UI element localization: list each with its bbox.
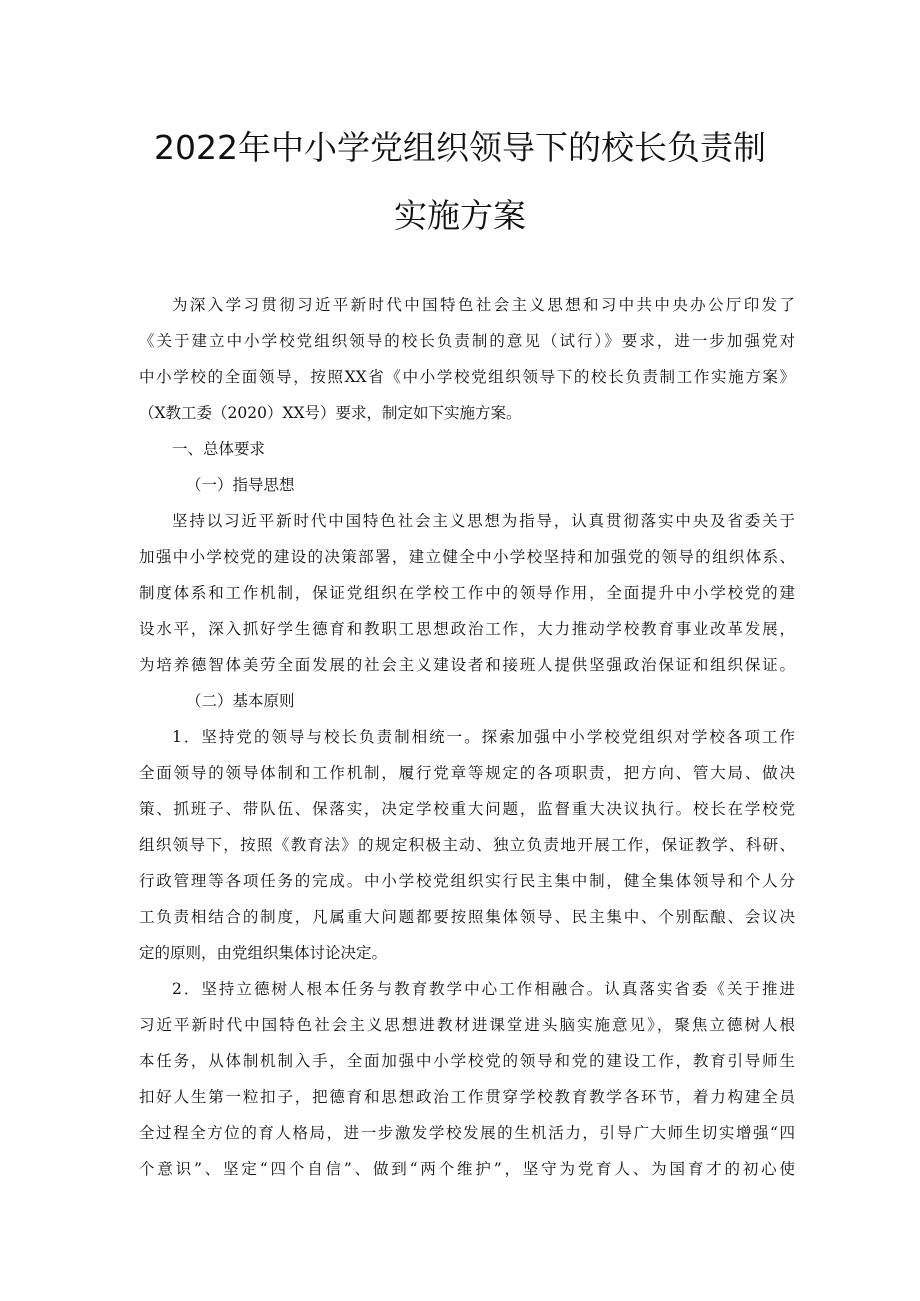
paragraph-line: 组织领导下，按照《教育法》的规定积极主动、独立负责地开展工作，保证教学、科研、 — [139, 836, 795, 854]
paragraph-line: 为培养德智体美劳全面发展的社会主义建设者和接班人提供坚强政治保证和组织保证。 — [139, 656, 795, 674]
paragraph-line: 为深入学习贯彻习近平新时代中国特色社会主义思想和习中共中央办公厅印发了 — [172, 296, 795, 314]
paragraph-line: 加强中小学校党的建设的决策部署，建立健全中小学校坚持和加强党的领导的组织体系、 — [139, 548, 795, 566]
paragraph-line: 行政管理等各项任务的完成。中小学校党组织实行民主集中制，健全集体领导和个人分 — [139, 872, 795, 890]
paragraph-line: 定的原则，由党组织集体讨论决定。 — [139, 944, 388, 962]
paragraph-line: 1．坚持党的领导与校长负责制相统一。探索加强中小学校党组织对学校各项工作 — [172, 728, 795, 746]
subsection-heading: （二）基本原则 — [186, 692, 295, 710]
paragraph-line: （X教工委（2020）XX号）要求，制定如下实施方案。 — [139, 404, 522, 422]
paragraph-line: 制度体系和工作机制，保证党组织在学校工作中的领导作用，全面提升中小学校党的建 — [139, 584, 795, 602]
section-heading: 一、总体要求 — [172, 440, 266, 458]
document-title-line-1: 2022年中小学党组织领导下的校长负责制 — [154, 128, 766, 167]
document-title-line-2: 实施方案 — [394, 196, 526, 235]
paragraph-line: 策、抓班子、带队伍、保落实，决定学校重大问题，监督重大决议执行。校长在学校党 — [139, 800, 795, 818]
paragraph-line: 2．坚持立德树人根本任务与教育教学中心工作相融合。认真落实省委《关于推进 — [172, 980, 795, 998]
paragraph-line: 全过程全方位的育人格局，进一步激发学校发展的生机活力，引导广大师生切实增强“四 — [139, 1124, 795, 1142]
subsection-heading: （一）指导思想 — [186, 476, 295, 494]
document-body — [139, 287, 795, 1187]
paragraph-line: 设水平，深入抓好学生德育和教职工思想政治工作，大力推动学校教育事业改革发展， — [139, 620, 795, 638]
paragraph-line: 本任务，从体制机制入手，全面加强中小学校党的领导和党的建设工作，教育引导师生 — [139, 1052, 795, 1070]
paragraph-line: 习近平新时代中国特色社会主义思想进教材进课堂进头脑实施意见》，聚焦立德树人根 — [139, 1016, 795, 1034]
paragraph-line: 《关于建立中小学校党组织领导的校长负责制的意见（试行）》要求，进一步加强党对 — [139, 332, 795, 350]
paragraph-line: 坚持以习近平新时代中国特色社会主义思想为指导，认真贯彻落实中央及省委关于 — [172, 512, 795, 530]
paragraph-line: 工负责相结合的制度，凡属重大问题都要按照集体领导、民主集中、个别酝酿、会议决 — [139, 908, 795, 926]
paragraph-line: 扣好人生第一粒扣子，把德育和思想政治工作贯穿学校教育教学各环节，着力构建全员 — [139, 1088, 795, 1106]
paragraph-line: 全面领导的领导体制和工作机制，履行党章等规定的各项职责，把方向、管大局、做决 — [139, 764, 795, 782]
paragraph-line: 个意识”、坚定“四个自信”、做到“两个维护”，坚守为党育人、为国育才的初心使 — [139, 1160, 795, 1178]
paragraph-line: 中小学校的全面领导，按照XX省《中小学校党组织领导下的校长负责制工作实施方案》 — [139, 368, 795, 386]
